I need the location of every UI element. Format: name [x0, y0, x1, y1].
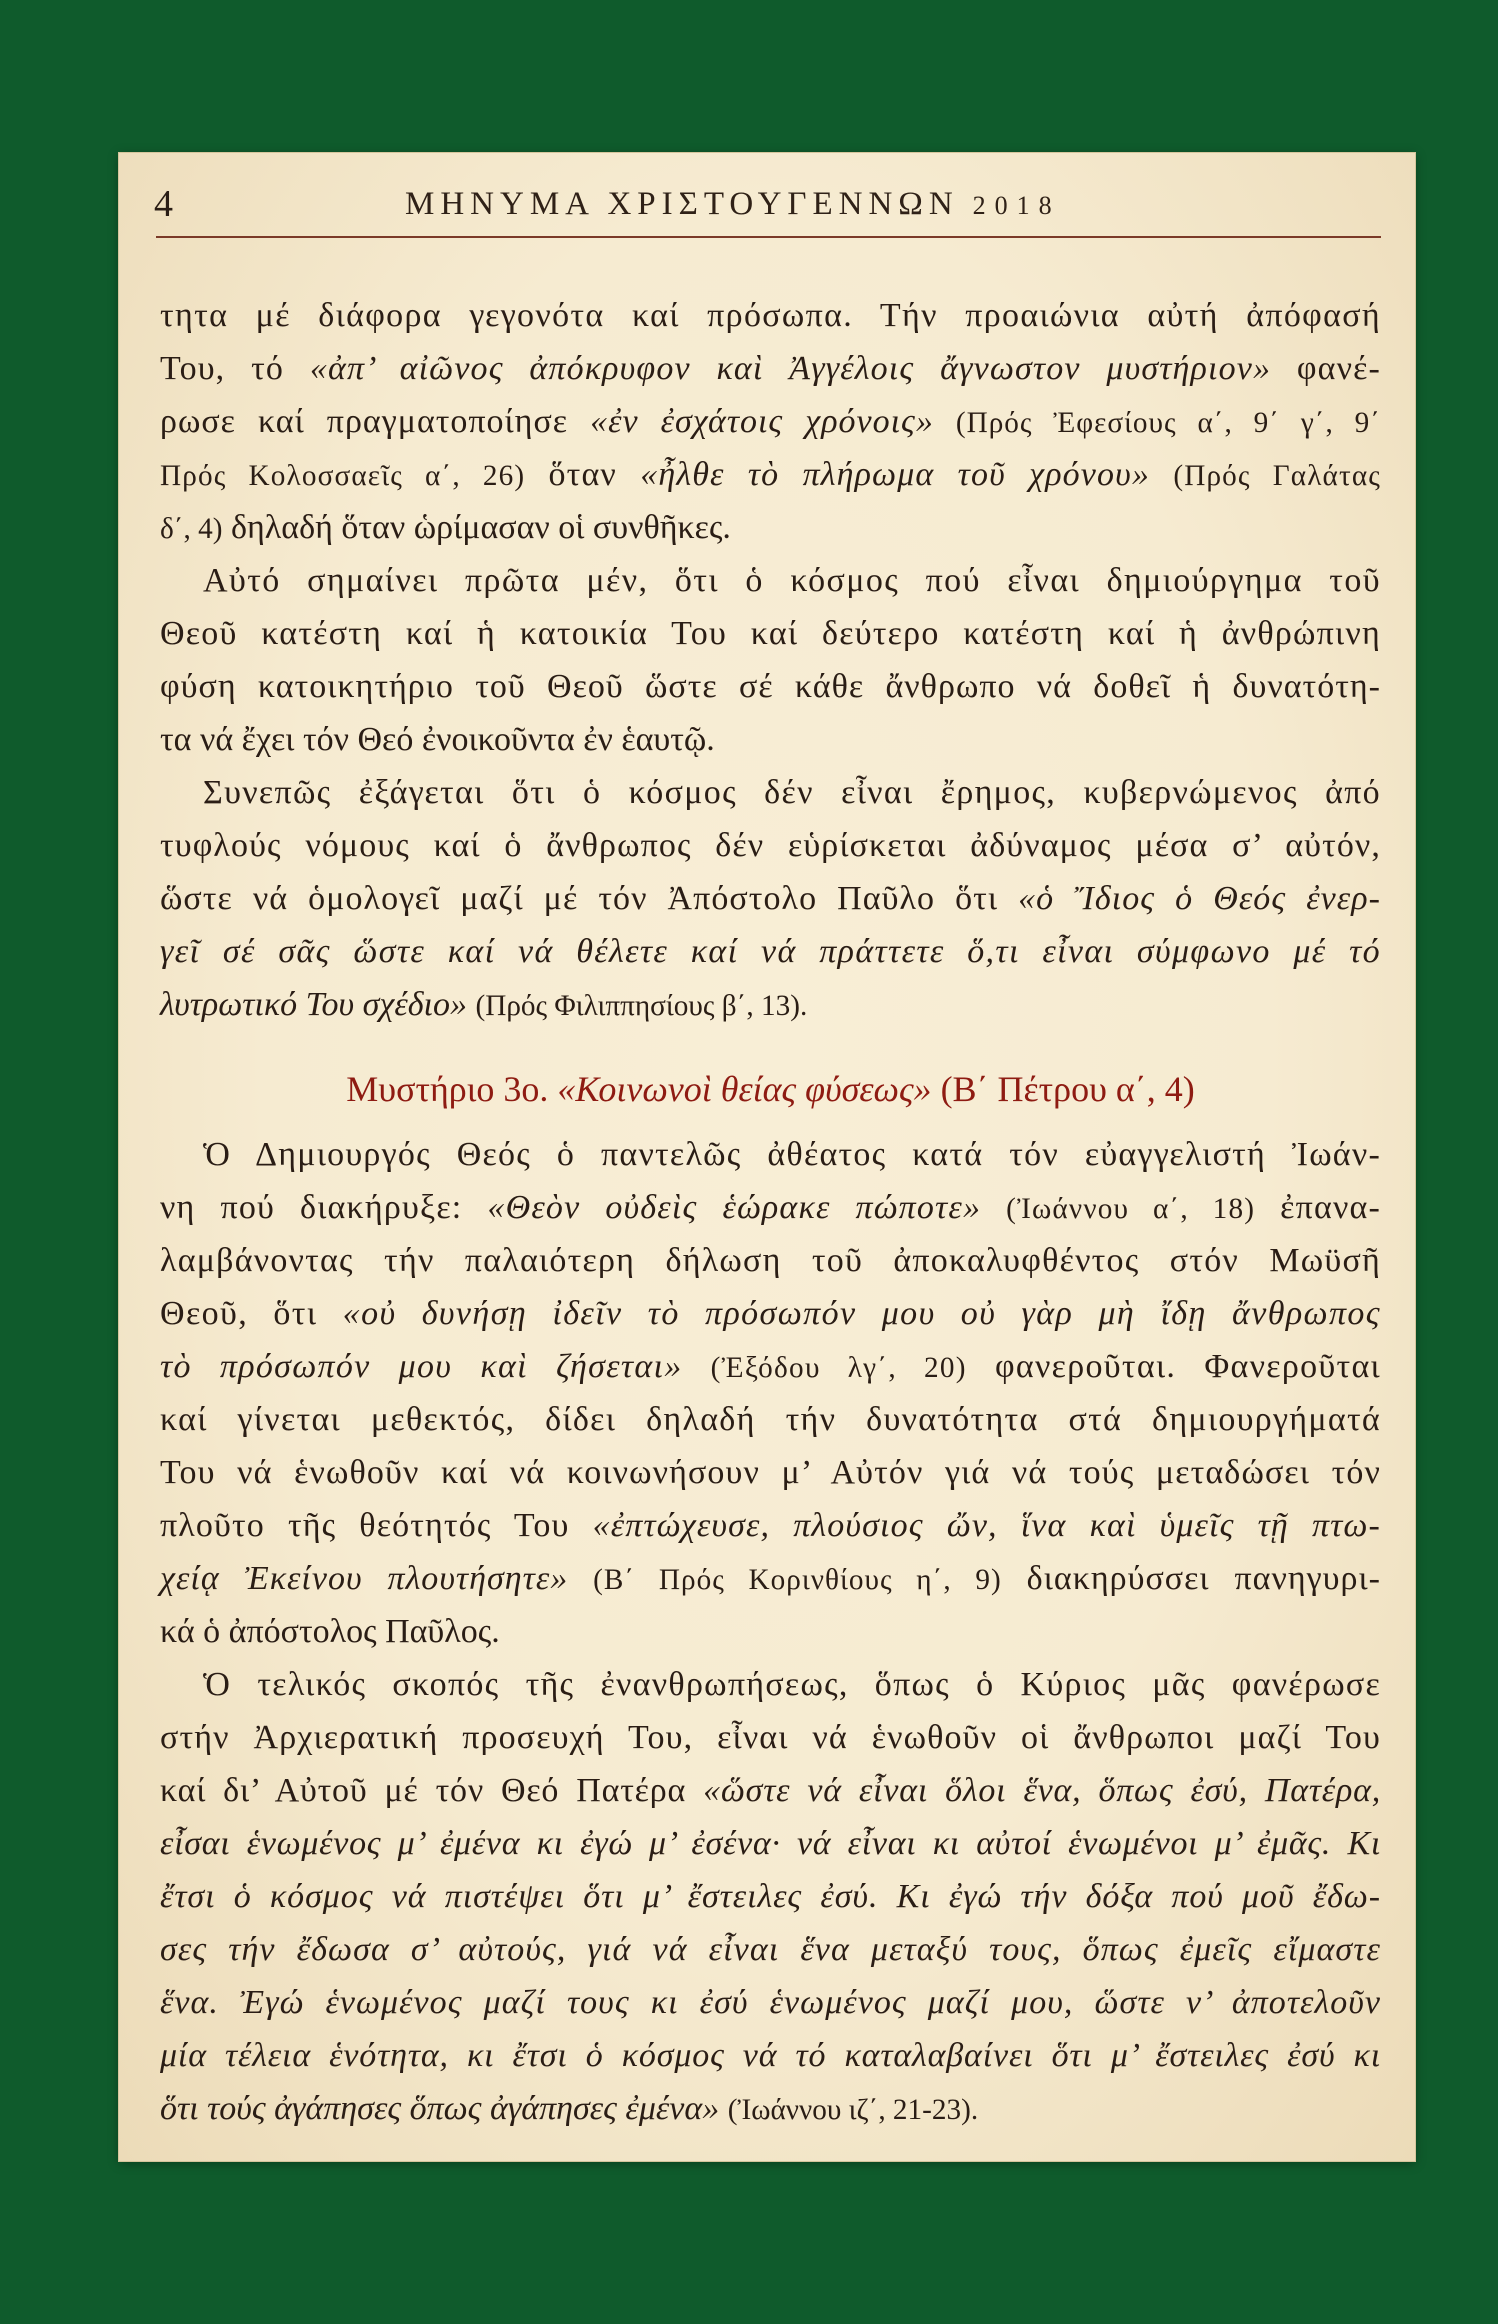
quotation-text: «ἐν ἐσχάτοις χρόνοις» [590, 403, 934, 440]
text-line [160, 1658, 1381, 1711]
text-line [160, 1764, 1381, 1817]
text-line [160, 925, 1381, 978]
text-line [160, 872, 1381, 925]
quotation-text: «οὐ δυνήσῃ ἰδεῖν τὸ πρόσωπόν μου οὐ γὰρ μὴ ἴδῃ ἄνθρωπος [342, 1294, 1381, 1332]
text-run: Του, τό [160, 350, 310, 387]
quotation-text: «ἐπτώχευσε, πλούσιος ὤν, ἵνα καὶ ὑμεῖς τῇ πτω- [592, 1506, 1381, 1544]
text-run [682, 1348, 710, 1385]
quotation-text: ἔτσι ὁ κόσμος νά πιστέψει ὅτι μ’ ἔστειλες ἐσύ. Κι ἐγώ τήν δόξα πού μοῦ ἔδω- [160, 1877, 1381, 1915]
text-line [160, 1870, 1381, 1923]
quotation-text: ἕνα. Ἐγώ ἑνωμένος μαζί τους κι ἐσύ ἑνωμένος μαζί μου, ὥστε ν’ ἀποτελοῦν [160, 1983, 1381, 2021]
text-run: Θεοῦ κατέστη καί ἡ κατοικία Του καί δεύτερο κατέστη καί ἡ ἀνθρώπινη [160, 615, 1381, 652]
header-rule [156, 236, 1381, 238]
text-line [160, 1393, 1381, 1446]
text-run: φύση κατοικητήριο τοῦ Θεοῦ ὥστε σέ κάθε ἄνθρωπο νά δοθεῖ ἡ δυνατότη- [160, 668, 1381, 705]
citation-text: (Ἰωάννου ιζ΄, 21-23). [727, 2093, 979, 2126]
quotation-text: εἶσαι ἑνωμένος μ’ ἐμένα κι ἐγώ μ’ ἐσένα· νά εἶναι κι αὐτοί ἑνωμένοι μ’ ἐμᾶς. Κι [160, 1824, 1381, 1862]
quotation-text: ὅτι τούς ἀγάπησες ὅπως ἀγάπησες ἐμένα» [160, 2089, 720, 2127]
text-run: ρωσε καί πραγματοποίησε [160, 403, 591, 440]
quotation-text: σες τήν ἔδωσα σ’ αὐτούς, γιά νά εἶναι ἕνα μεταξύ τους, ὅπως ἐμεῖς εἴμαστε [160, 1930, 1381, 1968]
text-run: (Β΄ Πέτρου α΄, 4) [931, 1068, 1195, 1109]
page-number: 4 [154, 183, 173, 225]
quotation-text: «Θεὸν οὐδεὶς ἑώρακε πώποτε» [487, 1188, 982, 1226]
text-run: διακηρύσσει πανηγυρι- [1001, 1559, 1381, 1597]
citation-text: (Πρός Φιλιππησίους β΄, 13). [475, 990, 808, 1022]
text-run: κά ὁ ἀπόστολος Παῦλος. [160, 1612, 500, 1650]
quotation-text: «ὁ Ἴδιος ὁ Θεός ἐνερ- [1018, 880, 1381, 917]
text-line [160, 2082, 1381, 2135]
text-run: Μυστήριο 3ο. [346, 1068, 558, 1109]
paragraph [160, 1658, 1381, 2135]
text-run [719, 2090, 728, 2127]
text-run: λαμβάνοντας τήν παλαιότερη δήλωση τοῦ ἀποκαλυφθέντος στόν Μωϋσῆ [160, 1241, 1381, 1279]
paragraph [160, 554, 1381, 766]
citation-text: (Πρός Γαλάτας [1173, 460, 1381, 492]
text-run [568, 1560, 593, 1597]
text-line [160, 1711, 1381, 1764]
text-line [160, 395, 1381, 448]
text-line [160, 1340, 1381, 1393]
text-run: ὅταν [525, 456, 641, 493]
citation-text: (Ἐξόδου λγ΄, 20) [710, 1351, 967, 1384]
text-run: φανεροῦται. Φανεροῦται [966, 1347, 1381, 1385]
quotation-text: «ὥστε νά εἶναι ὅλοι ἕνα, ὅπως ἐσύ, Πατέρα, [703, 1771, 1381, 1809]
text-run: Του νά ἑνωθοῦν καί νά κοινωνήσουν μ’ Αὐτόν γιά νά τούς μεταδώσει τόν [160, 1453, 1381, 1491]
text-run: τητα μέ διάφορα γεγονότα καί πρόσωπα. Τήν προαιώνια αὐτή ἀπόφασή [160, 297, 1381, 334]
text-run [934, 403, 956, 440]
citation-text: Πρός Κολοσσαεῖς α΄, 26) [160, 460, 526, 492]
text-run [981, 1189, 1006, 1226]
paragraph [160, 766, 1381, 1031]
text-line [160, 342, 1381, 395]
text-run: καί δι’ Αὐτοῦ μέ τόν Θεό Πατέρα [160, 1771, 704, 1809]
text-line [160, 1499, 1381, 1552]
text-run: ἐπανα- [1255, 1188, 1382, 1226]
text-line [160, 766, 1381, 819]
text-line [160, 1817, 1381, 1870]
text-line [160, 713, 1381, 766]
text-line [160, 1287, 1381, 1340]
quotation-text: λυτρωτικό Του σχέδιο» [160, 986, 467, 1023]
text-line [160, 1552, 1381, 1605]
quotation-text: χείᾳ Ἐκείνου πλουτήσητε» [160, 1559, 569, 1597]
text-run: Αὐτό σημαίνει πρῶτα μέν, ὅτι ὁ κόσμος πού εἶναι δημιούργημα τοῦ [203, 562, 1381, 599]
text-line [160, 1181, 1381, 1234]
text-line [160, 1234, 1381, 1287]
quotation-text: τὸ πρόσωπόν μου καὶ ζήσεται» [160, 1347, 683, 1385]
citation-text: (Β΄ Πρός Κορινθίους η΄, 9) [593, 1563, 1002, 1596]
running-title-text: ΜΗΝΥΜΑ ΧΡΙΣΤΟΥΓΕΝΝΩΝ [405, 186, 959, 222]
text-line [160, 554, 1381, 607]
text-run: Ὁ Δημιουργός Θεός ὁ παντελῶς ἀθέατος κατά τόν εὐαγγελιστή Ἰωάν- [203, 1135, 1381, 1173]
text-run: Θεοῦ, ὅτι [160, 1294, 343, 1332]
text-run: Ὁ τελικός σκοπός τῆς ἐνανθρωπήσεως, ὅπως ὁ Κύριος μᾶς φανέρωσε [203, 1665, 1381, 1703]
text-run: Συνεπῶς ἐξάγεται ὅτι ὁ κόσμος δέν εἶναι ἔρημος, κυβερνώμενος ἀπό [203, 774, 1381, 811]
text-run: ὥστε νά ὁμολογεῖ μαζί μέ τόν Ἀπόστολο Παῦλο ὅτι [160, 880, 1019, 917]
section-heading [160, 1063, 1381, 1116]
text-line [160, 501, 1381, 554]
text-run: δηλαδή ὅταν ὡρίμασαν οἱ συνθῆκες. [222, 509, 731, 546]
text-run: πλοῦτο τῆς θεότητός Του [160, 1506, 593, 1544]
text-run [1150, 456, 1173, 493]
text-run: στήν Ἀρχιερατική προσευχή Του, εἶναι νά ἑνωθοῦν οἱ ἄνθρωποι μαζί Του [160, 1718, 1381, 1756]
quotation-text: μία τέλεια ἑνότητα, κι ἔτσι ὁ κόσμος νά τό καταλαβαίνει ὅτι μ’ ἔστειλες ἐσύ κι [160, 2036, 1381, 2074]
quotation-text: «Κοινωνοὶ θείας φύσεως» [557, 1068, 932, 1109]
paragraph [160, 289, 1381, 554]
running-title [405, 182, 1061, 228]
paragraph [160, 1128, 1381, 1658]
citation-text: (Πρός Ἐφεσίους α΄, 9΄ γ΄, 9΄ [955, 407, 1381, 439]
quotation-text: γεῖ σέ σᾶς ὥστε καί νά θέλετε καί νά πράττετε ὅ,τι εἶναι σύμφωνο μέ τό [160, 933, 1381, 970]
text-run: τα νά ἔχει τόν Θεό ἐνοικοῦντα ἐν ἑαυτῷ. [160, 721, 715, 758]
text-line [160, 1923, 1381, 1976]
citation-text: (Ἰωάννου α΄, 18) [1006, 1192, 1256, 1225]
text-line [160, 1446, 1381, 1499]
text-line [160, 448, 1381, 501]
quotation-text: «ἀπ’ αἰῶνος ἀπόκρυφον καὶ Ἀγγέλοις ἄγνωστον μυστήριον» [309, 350, 1272, 387]
text-run: νη πού διακήρυξε: [160, 1188, 488, 1226]
running-title-year: 2018 [972, 191, 1061, 220]
text-line [160, 978, 1381, 1031]
text-run: καί γίνεται μεθεκτός, δίδει δηλαδή τήν δυνατότητα στά δημιουργήματά [160, 1400, 1381, 1438]
text-body [160, 289, 1381, 2135]
text-line [160, 607, 1381, 660]
quotation-text: «ἦλθε τὸ πλήρωμα τοῦ χρόνου» [640, 456, 1151, 493]
text-line [160, 1128, 1381, 1181]
text-run: τυφλούς νόμους καί ὁ ἄνθρωπος δέν εὑρίσκεται ἀδύναμος μέσα σ’ αὐτόν, [160, 827, 1381, 864]
text-line [160, 1976, 1381, 2029]
text-run: φανέ- [1271, 350, 1381, 387]
text-line [160, 289, 1381, 342]
text-line [160, 819, 1381, 872]
text-line [160, 660, 1381, 713]
citation-text: δ΄, 4) [160, 513, 223, 545]
text-line [160, 1605, 1381, 1658]
text-line [160, 2029, 1381, 2082]
